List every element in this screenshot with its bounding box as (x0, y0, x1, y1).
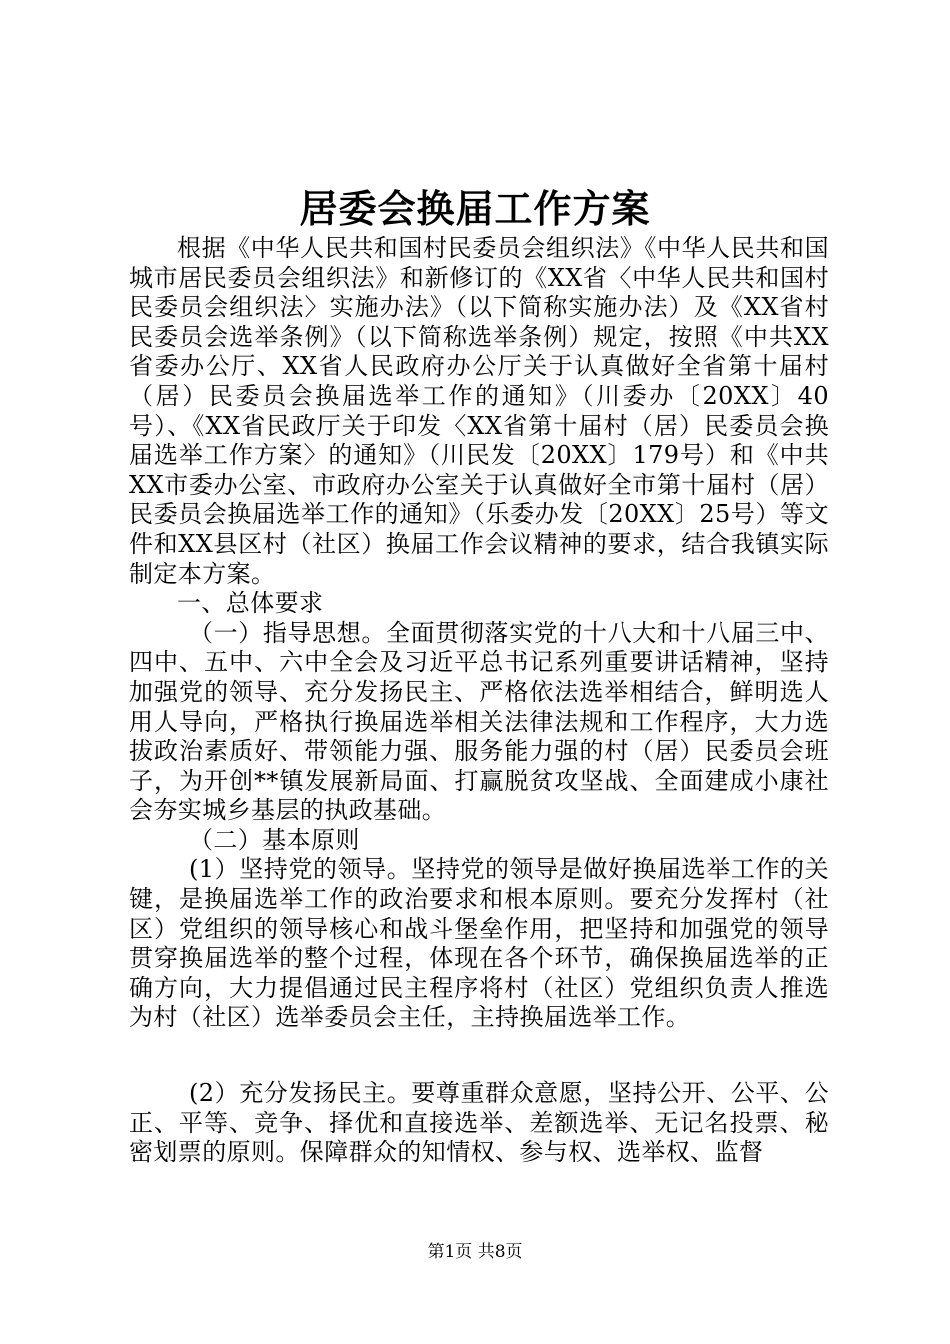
guiding-thought-paragraph: （一）指导思想。全面贯彻落实党的十八大和十八届三中、四中、五中、六中全会及习近平总书记系列重要讲话精神，坚持加强党的领导、充分发扬民主、严格依法选举相结合，鲜明选人用人导向，严格执行换届选举相关法律法规和工作程序，大力选拔政治素质好、带领能力强、服务能力强的村（居）民委员会班子，为开创**镇发展新局面、打赢脱贫攻坚战、全面建成小康社会夯实城乡基层的执政基础。 (129, 618, 829, 825)
page-indicator: 第1页 共8页 (427, 1242, 523, 1262)
subsection-heading-basic-principles: （二）基本原则 (189, 825, 360, 854)
principle-2-paragraph: (2）充分发扬民主。要尊重群众意愿，坚持公开、公平、公正、平等、竞争、择优和直接选举、差额选举、无记名投票、秘密划票的原则。保障群众的知情权、参与权、选举权、监督 (129, 1079, 829, 1167)
paragraph-gap (129, 1033, 829, 1079)
principle-1-paragraph: (1）坚持党的领导。坚持党的领导是做好换届选举工作的关键，是换届选举工作的政治要求和根本原则。要充分发挥村（社区）党组织的领导核心和战斗堡垒作用，把坚持和加强党的领导贯穿换届选举的整个过程，体现在各个环节，确保换届选举的正确方向，大力提倡通过民主程序将村（社区）党组织负责人推选为村（社区）选举委员会主任，主持换届选举工作。 (129, 855, 829, 1032)
document-title: 居委会换届工作方案 (299, 186, 651, 231)
document-body (129, 234, 829, 1168)
section-heading-general-requirements: 一、总体要求 (177, 589, 324, 618)
intro-paragraph: 根据《中华人民共和国村民委员会组织法》《中华人民共和国城市居民委员会组织法》和新修订的《XX省〈中华人民共和国村民委员会组织法〉实施办法》（以下简称实施办法）及《XX省村民委员会选举条例》（以下简称选举条例）规定，按照《中共XX省委办公厅、XX省人民政府办公厅关于认真做好全省第十届村（居）民委员会换届选举工作的通知》（川委办〔20XX〕40号）、《XX省民政厅关于印发〈XX省第十届村（居）民委员会换届选举工作方案〉的通知》（川民发〔20XX〕179号）和《中共XX市委办公室、市政府办公室关于认真做好全市第十届村（居）民委员会换届选举工作的通知》（乐委办发〔20XX〕25号）等文件和XX县区村（社区）换届工作会议精神的要求，结合我镇实际制定本方案。 (129, 234, 829, 588)
